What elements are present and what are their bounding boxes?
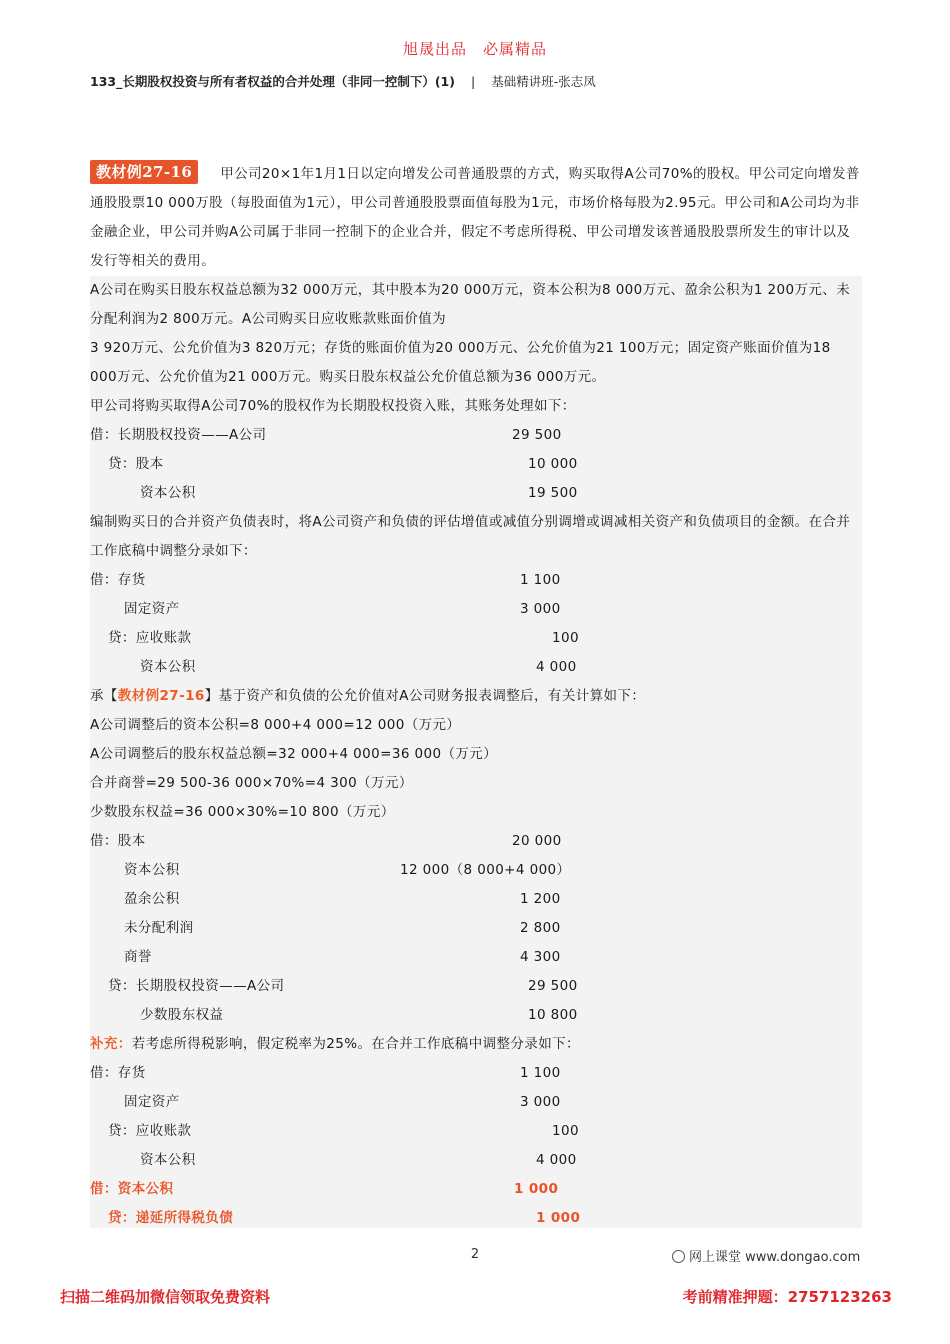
entry-amount: 12 000（8 000+4 000） — [400, 862, 571, 878]
entry-amount: 4 300 — [520, 949, 561, 965]
entry-credit: 贷：应收账款 — [108, 630, 192, 646]
paragraph: 甲公司将购买取得A公司70%的股权作为长期股权投资入账，其账务处理如下： — [90, 398, 576, 414]
entry-amount: 29 500 — [528, 978, 578, 994]
entry-amount: 3 000 — [520, 601, 561, 617]
document-header — [90, 72, 870, 90]
calculation-line: A公司调整后的股东权益总额=32 000+4 000=36 000（万元） — [90, 746, 498, 762]
entry-credit: 少数股东权益 — [140, 1007, 224, 1023]
entry-amount: 20 000 — [512, 833, 562, 849]
calculation-line: A公司调整后的资本公积=8 000+4 000=12 000（万元） — [90, 717, 461, 733]
lecture-title: 133_长期股权投资与所有者权益的合并处理（非同一控制下）(1) — [90, 74, 455, 89]
entry-credit: 贷：应收账款 — [108, 1123, 192, 1139]
entry-amount: 4 000 — [536, 1152, 577, 1168]
promo-left: 扫描二维码加微信领取免费资料 — [60, 1288, 271, 1306]
entry-credit: 贷：长期股权投资——A公司 — [108, 978, 285, 994]
course-name: 基础精讲班-张志凤 — [491, 74, 596, 89]
journal-entry-2 — [90, 566, 862, 682]
entry-debit: 固定资产 — [124, 601, 180, 617]
header-separator: | — [470, 74, 476, 89]
dongao-logo-icon — [672, 1250, 685, 1263]
example-intro-text: 甲公司20×1年1月1日以定向增发公司普通股票的方式，购买取得A公司70%的股权。甲公司定向增发普通股股票10 000万股（每股面值为1元），甲公司普通股股票面值每股为1元，市场价格每股为2.95元。甲公司和A公司均为非金融企业，甲公司并购A公司属于非同一控制下的企业合并，假定不考虑所得税、甲公司增发该普通股股票所发生的审计以及发行等相关的费用。 — [90, 166, 860, 269]
paragraph: A公司在购买日股东权益总额为32 000万元，其中股本为20 000万元，资本公积为8 000万元、盈余公积为1 200万元、未分配利润为2 800万元。A公司购买日应收账款账面价值为 — [90, 282, 851, 327]
entry-debit: 借：存货 — [90, 572, 146, 588]
entry-amount: 1 100 — [520, 572, 561, 588]
entry-amount: 2 800 — [520, 920, 561, 936]
entry-debit: 借：长期股权投资——A公司 — [90, 427, 267, 443]
entry-debit: 借：存货 — [90, 1065, 146, 1081]
entry-amount: 10 000 — [528, 456, 578, 472]
entry-amount: 100 — [552, 1123, 579, 1139]
entry-debit: 资本公积 — [124, 862, 180, 878]
entry-debit: 商誉 — [124, 949, 152, 965]
promo-right: 考前精准押题：2757123263 — [682, 1288, 892, 1306]
entry-amount: 100 — [552, 630, 579, 646]
page-number: 2 — [470, 1247, 480, 1262]
example-reference: 教材例27-16 — [117, 688, 205, 704]
calculation-line: 合并商誉=29 500-36 000×70%=4 300（万元） — [90, 775, 413, 791]
entry-amount: 10 800 — [528, 1007, 578, 1023]
supplement-paragraph: 补充：若考虑所得税影响，假定税率为25%。在合并工作底稿中调整分录如下： — [90, 1036, 580, 1052]
example-badge: 教材例27-16 — [90, 160, 198, 184]
supplement-label: 补充： — [90, 1036, 132, 1052]
entry-amount: 4 000 — [536, 659, 577, 675]
entry-amount: 19 500 — [528, 485, 578, 501]
journal-entry-4 — [90, 1059, 862, 1228]
entry-credit: 资本公积 — [140, 659, 196, 675]
entry-amount: 1 100 — [520, 1065, 561, 1081]
solution-panel — [90, 276, 862, 1228]
journal-entry-3 — [90, 827, 862, 1030]
example-intro — [90, 160, 862, 276]
brand-slogan: 旭晟出品 必属精品 — [402, 40, 547, 58]
entry-amount: 3 000 — [520, 1094, 561, 1110]
entry-debit: 固定资产 — [124, 1094, 180, 1110]
entry-credit-highlight: 贷：递延所得税负债 — [108, 1210, 234, 1226]
entry-credit: 贷：股本 — [108, 456, 164, 472]
site-name: 网上课堂 www.dongao.com — [689, 1250, 861, 1265]
entry-amount-highlight: 1 000 — [536, 1210, 581, 1226]
entry-debit-highlight: 借：资本公积 — [90, 1181, 174, 1197]
entry-credit: 资本公积 — [140, 1152, 196, 1168]
entry-amount-highlight: 1 000 — [514, 1181, 559, 1197]
entry-amount: 1 200 — [520, 891, 561, 907]
paragraph-reference: 承【教材例27-16】基于资产和负债的公允价值对A公司财务报表调整后，有关计算如下： — [90, 688, 646, 704]
main-content — [90, 160, 862, 1228]
entry-debit: 盈余公积 — [124, 891, 180, 907]
calculation-line: 少数股东权益=36 000×30%=10 800（万元） — [90, 804, 395, 820]
site-footer — [672, 1246, 860, 1265]
paragraph: 编制购买日的合并资产负债表时，将A公司资产和负债的评估增值或减值分别调增或调减相关资产和负债项目的金额。在合并工作底稿中调整分录如下： — [90, 514, 851, 559]
paragraph: 3 920万元、公允价值为3 820万元；存货的账面价值为20 000万元、公允价值为21 100万元；固定资产账面价值为18 000万元、公允价值为21 000万元。购买日股东权益公允价值总额为36 000万元。 — [90, 340, 831, 385]
entry-debit: 借：股本 — [90, 833, 146, 849]
entry-credit: 资本公积 — [140, 485, 196, 501]
journal-entry-1 — [90, 421, 862, 508]
entry-debit: 未分配利润 — [124, 920, 194, 936]
entry-amount: 29 500 — [512, 427, 562, 443]
